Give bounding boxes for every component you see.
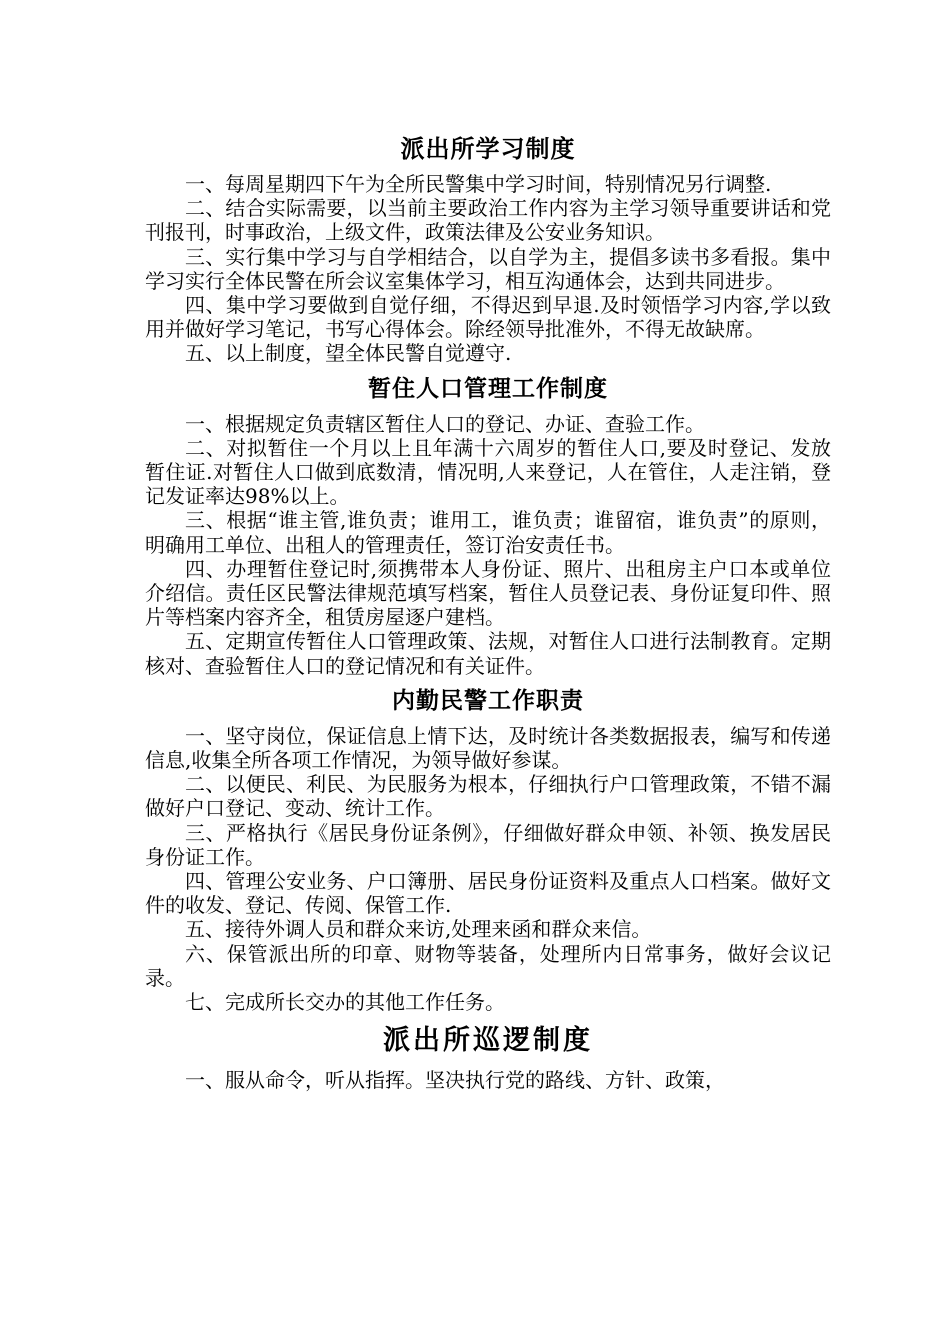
paragraph: 四、办理暂住登记时,须携带本人身份证、照片、出租房主户口本或单位介绍信。责任区民警法律规范填写档案，暂住人员登记表、身份证复印件、照片等档案内容齐全，租赁房屋逐户建档。 <box>145 556 831 630</box>
paragraph: 一、根据规定负责辖区暂住人口的登记、办证、查验工作。 <box>185 411 705 436</box>
section-patrol-system <box>145 1014 831 1092</box>
paragraph: 二、以便民、利民、为民服务为根本，仔细执行户口管理政策，不错不漏做好户口登记、变动、统计工作。 <box>145 772 831 821</box>
paragraph: 五、定期宣传暂住人口管理政策、法规，对暂住人口进行法制教育。定期核对、查验暂住人口的登记情况和有关证件。 <box>145 629 831 678</box>
document-body <box>145 126 831 1093</box>
section-title: 内勤民警工作职责 <box>392 686 584 714</box>
paragraph: 六、保管派出所的印章、财物等装备，处理所内日常事务，做好会议记录。 <box>145 941 831 990</box>
paragraph: 三、实行集中学习与自学相结合，以自学为主，提倡多读书多看报。集中学习实行全体民警在所会议室集体学习，相互沟通体会，达到共同进步。 <box>145 244 831 293</box>
section-title: 派出所巡逻制度 <box>383 1025 593 1057</box>
paragraph: 五、接待外调人员和群众来访,处理来函和群众来信。 <box>185 917 652 942</box>
paragraph: 一、每周星期四下午为全所民警集中学习时间，特别情况另行调整. <box>185 172 772 196</box>
paragraph: 三、严格执行《居民身份证条例》，仔细做好群众申领、补领、换发居民身份证工作。 <box>145 820 831 869</box>
section-office-police-duties <box>145 678 831 1014</box>
section-study-system <box>145 126 831 366</box>
section-temporary-population <box>145 366 831 678</box>
paragraph: 三、根据“谁主管,谁负责；谁用工，谁负责；谁留宿，谁负责”的原则，明确用工单位、出租人的管理责任，签订治安责任书。 <box>145 508 831 557</box>
paragraph: 四、集中学习要做到自觉仔细，不得迟到早退.及时领悟学习内容,学以致用并做好学习笔记，书写心得体会。除经领导批准外，不得无故缺席。 <box>145 293 831 342</box>
section-title: 暂住人口管理工作制度 <box>368 374 608 402</box>
paragraph: 一、坚守岗位，保证信息上情下达，及时统计各类数据报表，编写和传递信息,收集全所各项工作情况，为领导做好参谋。 <box>145 723 831 773</box>
paragraph: 四、管理公安业务、户口簿册、居民身份证资料及重点人口档案。做好文件的收发、登记、传阅、保管工作. <box>145 869 831 918</box>
section-title: 派出所学习制度 <box>400 134 576 163</box>
paragraph: 二、对拟暂住一个月以上且年满十六周岁的暂住人口,要及时登记、发放暂住证.对暂住人口做到底数清，情况明,人来登记，人在管住，人走注销，登记发证率达98%以上。 <box>145 435 831 509</box>
paragraph: 二、结合实际需要，以当前主要政治工作内容为主学习领导重要讲话和党刊报刊，时事政治，上级文件，政策法律及公安业务知识。 <box>145 196 831 245</box>
paragraph: 七、完成所长交办的其他工作任务。 <box>185 990 505 1015</box>
paragraph: 一、服从命令，听从指挥。坚决执行党的路线、方针、政策， <box>185 1068 725 1093</box>
paragraph: 五、以上制度，望全体民警自觉遵守. <box>185 341 512 366</box>
